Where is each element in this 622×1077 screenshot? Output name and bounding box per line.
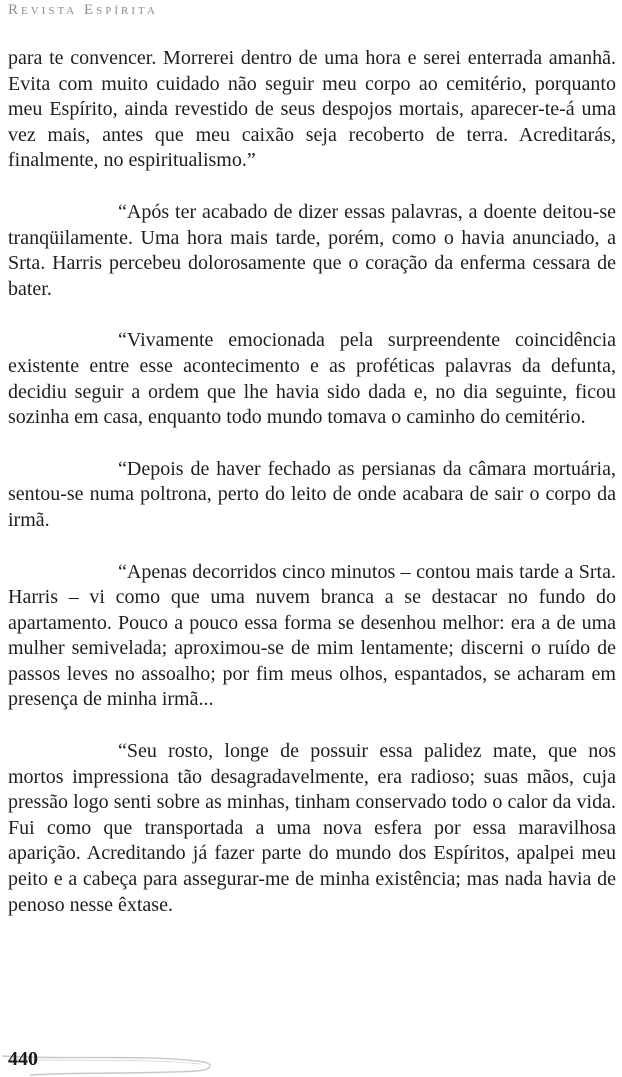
paragraph: “Apenas decorridos cinco minutos – contou mais tarde a Srta. Harris – vi como que uma nuvem branca a se destacar no fundo do apartamento. Pouco a pouco essa forma se desenhou melhor: era a de uma mulher semivelada; aproximou-se de mim lentamente; discerni o ruído de passos leves no assoalho; por fim meus olhos, espantados, se acharam em presença de minha irmã... (8, 560, 616, 711)
body-text (8, 46, 616, 944)
page-number: 440 (8, 1048, 38, 1070)
paragraph: “Após ter acabado de dizer essas palavras, a doente deitou-se tranqüilamente. Uma hora mais tarde, porém, como o havia anunciado, a Srta. Harris percebeu dolorosamente que o coração da enferma cessara de bater. (8, 200, 616, 300)
paragraph: “Seu rosto, longe de possuir essa palidez mate, que nos mortos impressiona tão desagradavelmente, era radioso; suas mãos, cuja pressão logo senti sobre as minhas, tinham conservado todo o calor da vida. Fui como que transportada a uma nova esfera por essa maravilhosa aparição. Acreditando já fazer parte do mundo dos Espíritos, apalpei meu peito e a cabeça para assegurar-me de minha existência; mas nada havia de penoso nesse êxtase. (8, 740, 616, 916)
paragraph: “Vivamente emocionada pela surpreendente coincidência existente entre esse acontecimento e as proféticas palavras da defunta, decidiu seguir a ordem que lhe havia sido dada e, no dia seguinte, ficou sozinha em casa, enquanto todo mundo tomava o caminho do cemitério. (8, 329, 616, 429)
paragraph: “Depois de haver fechado as persianas da câmara mortuária, sentou-se numa poltrona, perto do leito de onde acabara de sair o corpo da irmã. (8, 457, 616, 531)
paragraph: para te convencer. Morrerei dentro de uma hora e serei enterrada amanhã. Evita com muito cuidado não seguir meu corpo ao cemitério, porquanto meu Espírito, ainda revestido de seus despojos mortais, aparecer-te-á uma vez mais, antes que meu caixão seja recoberto de terra. Acreditarás, finalmente, no espiritualismo.” (8, 47, 616, 172)
running-title: Revista Espírita (8, 2, 158, 18)
